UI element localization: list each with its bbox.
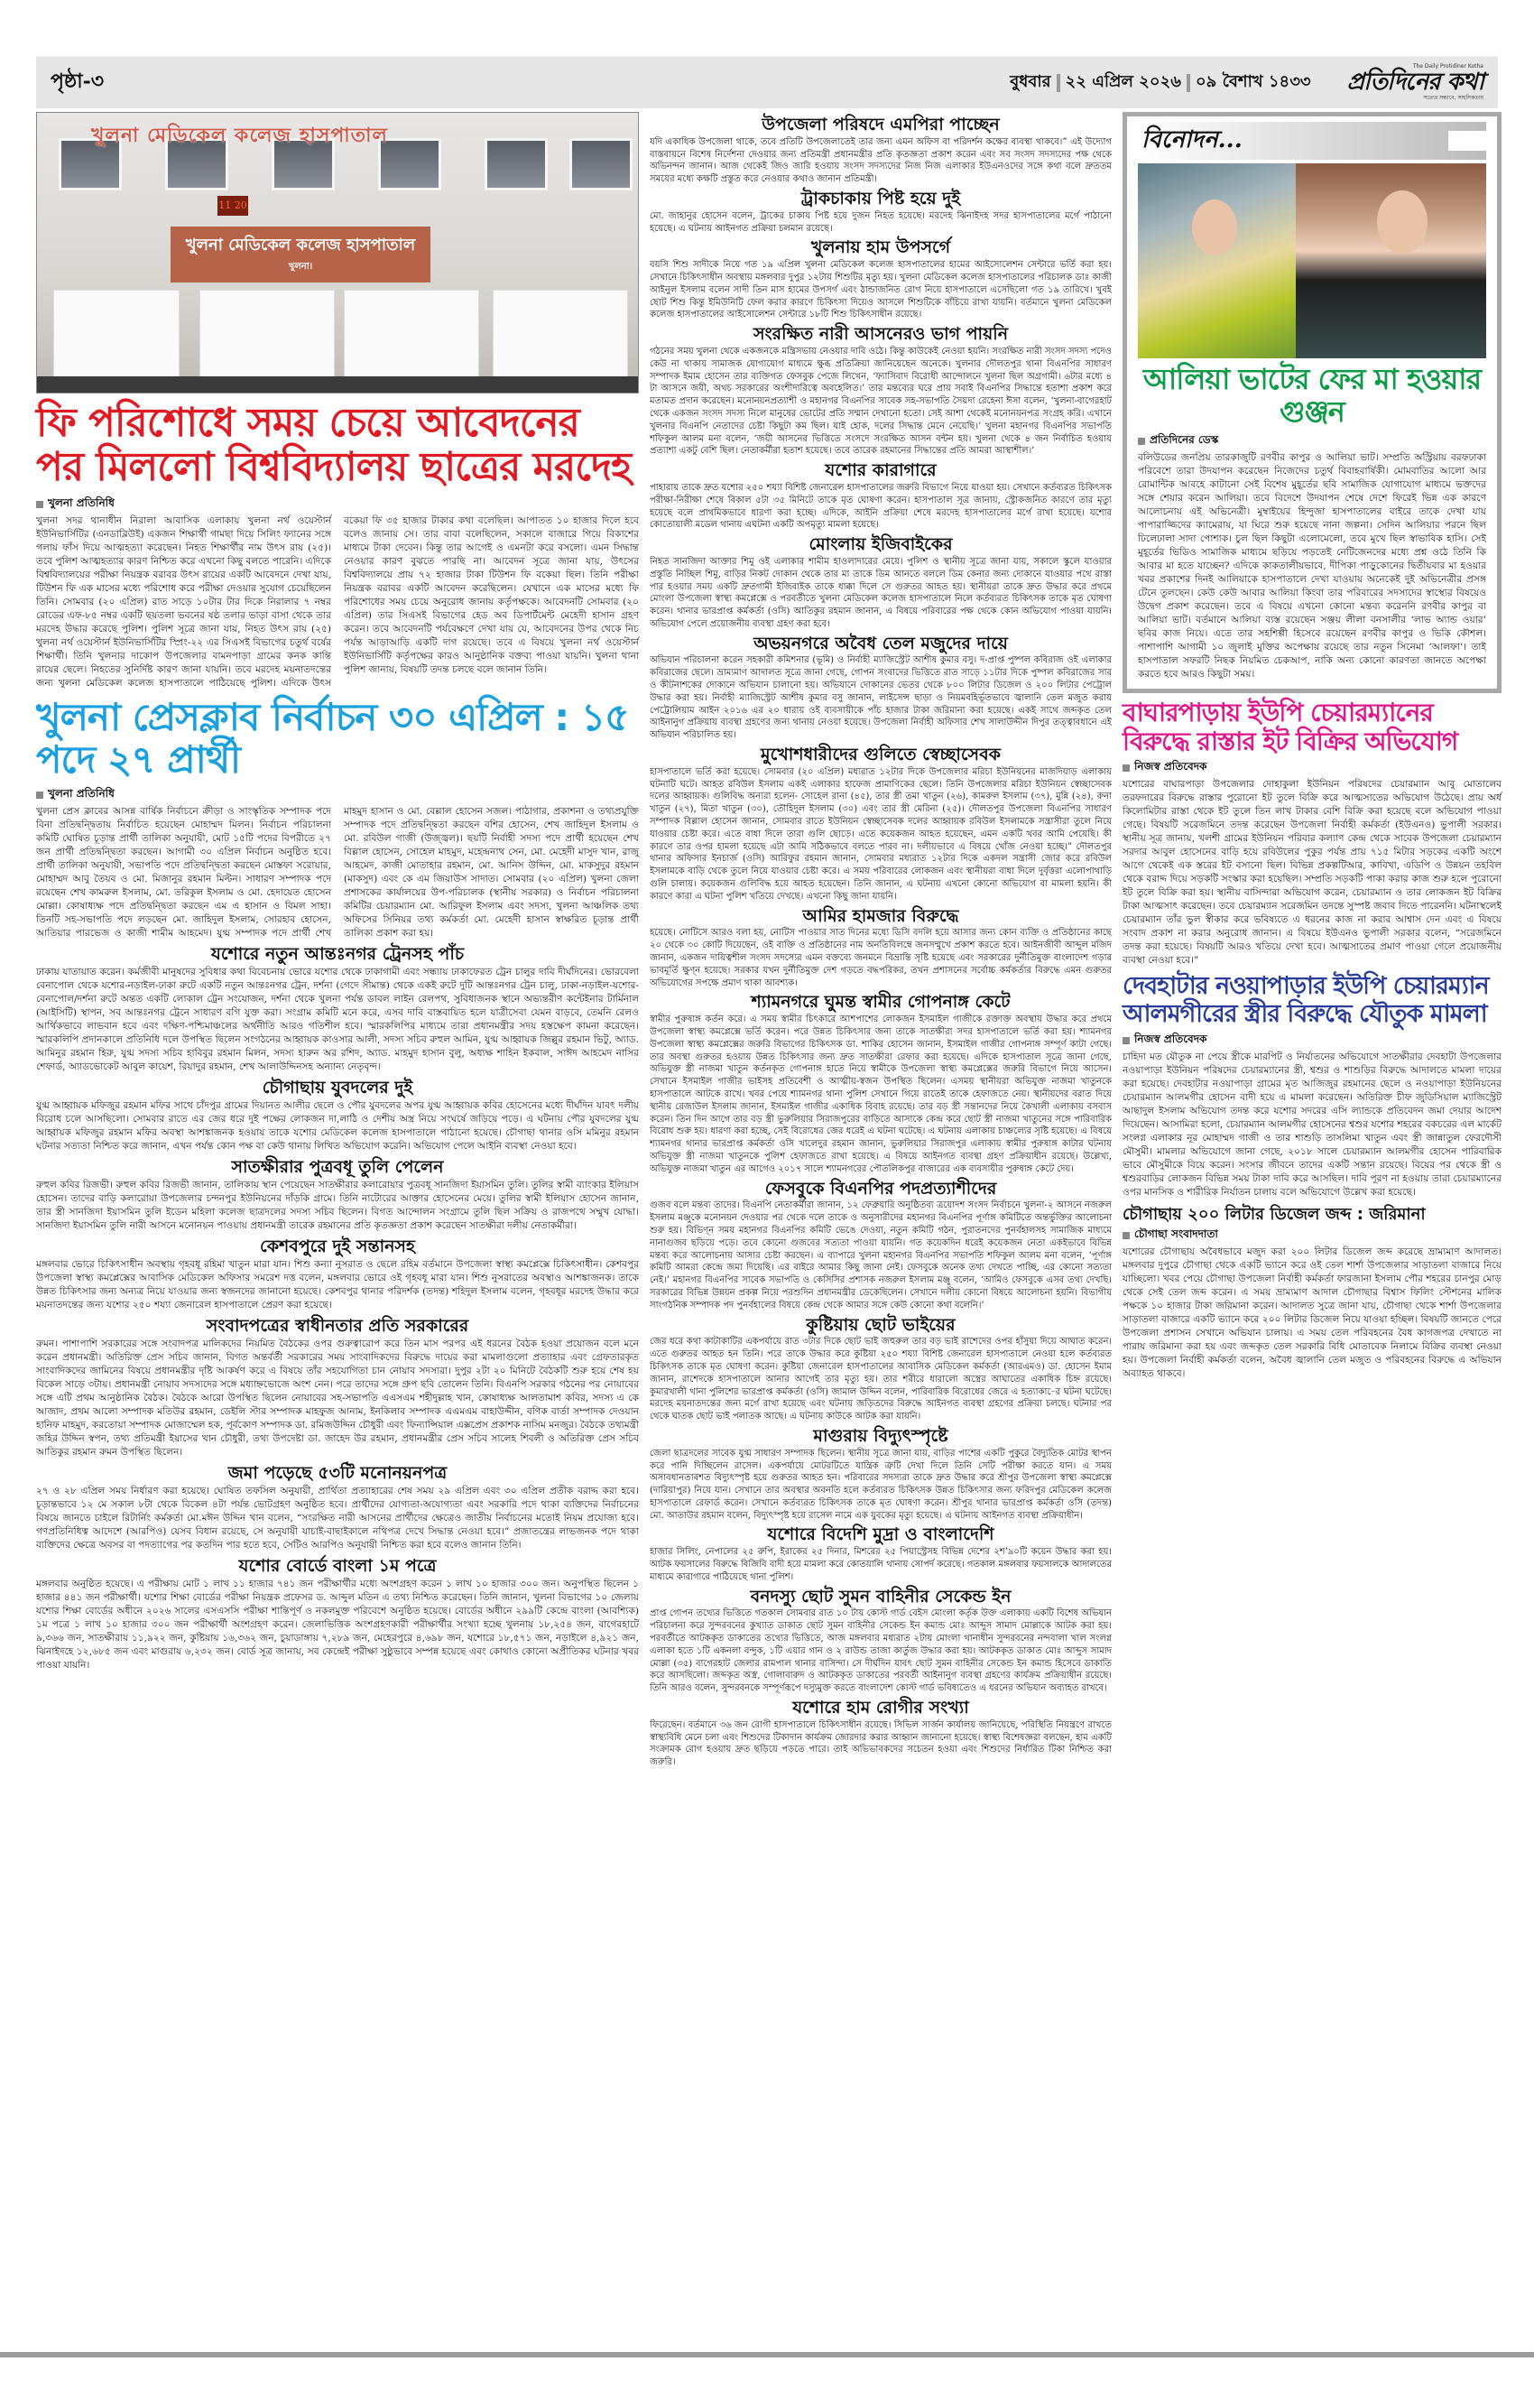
photo-shutter: [199, 290, 335, 378]
banner-blank-block: [1448, 131, 1486, 151]
byline-square-icon: [36, 501, 43, 508]
story-byline-text: নিজস্ব প্রতিবেদক: [1134, 1032, 1207, 1045]
story-body: যশোরের বাঘারপাড়া উপজেলার দোহাকুলা ইউনিয়ন পরিষদের চেয়ারম্যান আবু মোতালেব তরফদারের বিরুদ্ধে রাস্তার পুরোনো ইট তুলে বিক্রি করে আত্মসাতের অভিযোগ উঠেছে। প্রায় অর্ধ কিলোমিটার রাস্তা থেকে ইট তুলে তিন লাখ টাকার বেশি বিক্রি করা হয়েছে বলে অভিযোগ পাওয়া গেছে। বিষয়টি সরেজমিনে তদন্ত করেছেন উপজেলা নির্বাহী কর্মকর্তা (ইউএনও) ভুপালী সরকার। স্থানীয় সূত্র জানায়, খলশী গ্রামের ইউনিয়ন পরিবার কল্যাণ কেন্দ্র থেকে সাবেক উপজেলা চেয়ারম্যান সরদার আবুল হোসেনের বাড়ি হয়ে রবিউলের পুকুর পর্যন্ত প্রায় ৭১৫ মিটার সড়কের একটি অংশে আগে থেকেই এক স্তরের ইট বসানো ছিল। বিভিন্ন প্রকল্পটিআর, কাবিখা, এডিপি ও উন্নয়ন তহবিল থেকে বরাদ্দ দিয়ে সড়কটি সংস্কার করা হয়েছিল। সম্প্রতি সড়কটি পাকা করার কাজ শুরু হলে পুরোনো ইট তুলে বিক্রি করা হয়। স্থানীয় বাসিন্দারা অভিযোগ করেন, চেয়ারম্যান ও তার লোকজন ইট বিক্রির টাকা আত্মসাৎ করেছেন। তবে চেয়ারম্যান সরেজমিন তদন্তে সুস্পষ্ট জবাব দিতে পারেননি। ঘটনাস্থলেই চেয়ারম্যান তাঁর ভুল স্বীকার করে ভবিষ্যতে এ ধরনের কাজ না করার আশ্বাস দেন এবং এ বিষয়ে সংবাদ প্রকাশ না করার অনুরোধ জানান। এ বিষয়ে ইউএনও ভুপালী সরকার বলেন, “সরেজমিনে তদন্ত করা হয়েছে। বিষয়টি আরও খতিয়ে দেখা হবে। আত্মসাতের প্রমাণ পাওয়া গেলে প্রয়োজনীয় ব্যবস্থা নেওয়া হবে।”: [1123, 778, 1502, 967]
press-club-body: খুলনা প্রেস ক্লাবের আসন্ন বার্ষিক নির্বাচনে ক্রীড়া ও সাংস্কৃতিক সম্পাদক পদে বিনা প্রতিদ্বন্দ্বিতায় নির্বাচিত হয়েছেন মোহাম্মদ মিলন। নির্বাচন পরিচালনা কমিটি ঘোষিত চূড়ান্ত প্রার্থী তালিকা অনুযায়ী, মোট ১৫টি পদের বিপরীতে ২৭ জন প্রার্থী প্রতিদ্বন্দ্বিতা করছেন। আগামী ৩০ এপ্রিল নির্বাচন অনুষ্ঠিত হবে। প্রার্থী তালিকা অনুযায়ী, সভাপতি পদে প্রতিদ্বন্দ্বিতা করছেন মোস্তফা সরোয়ার, মোহাম্মদ আবু তৈয়ব ও মো. মিজানুর রহমান মিল্টন। সাধারণ সম্পাদক পদে রয়েছেন শেখ কামরুল ইসলাম, মো. তরিকুল ইসলাম ও মো. হেদায়েত হোসেন মোল্লা। কোষাধ্যক্ষ পদে প্রতিদ্বন্দ্বিতা করছেন এম এ হাসান ও বিমল সাহা। তিনটি সহ-সভাপতি পদে লড়ছেন মো. জাহিদুল ইসলাম, সোরহাব হোসেন, আতিয়ার পারভেজ ও কাজী শামীম আহমেদ। যুগ্ম সম্পাদক পদে প্রার্থী শেখ মাহমুদ হাসান ও মো. বেল্লাল হোসেন সজল। পাঠাগার, প্রকাশনা ও তথ্যপ্রযুক্তি সম্পাদক পদে প্রতিদ্বন্দ্বিতা করছেন বশির হোসেন, শেখ জাহিদুল ইসলাম ও মো. রবিউল গাজী (উজ্জ্বল)। ছয়টি নির্বাহী সদস্য পদে প্রার্থী হয়েছেন শেখ বিল্লাল হোসেন, সোহেল মাহমুদ, মহেন্দ্রনাথ সেন, মো. মেহেদী মাসুদ খান, রাজু আহমেদ, কাজী মোতাহার রহমান, মো. আনিস উদ্দিন, মো. মাকসুদুর রহমান (মাকসুদ) এবং কে এম জিয়াউস সাদাত। সোমবার (২০ এপ্রিল) খুলনা জেলা প্রশাসকের কার্যালয়ের উপ-পরিচালক (স্থানীয় সরকার) ও নির্বাচন পরিচালনা কমিটির চেয়ারম্যান মো. আরিফুল ইসলাম এবং সদস্য, খুলনা আঞ্চলিক তথ্য অফিসের সিনিয়র তথ্য কর্মকর্তা মো. মেহেদী হাসান স্বাক্ষরিত চূড়ান্ত প্রার্থী তালিকা প্রকাশ করা হয়।: [36, 806, 639, 940]
story-body: প্রাপ্ত গোপন তথ্যের ভিত্তিতে গতকাল সোমবার রাত ১০ টায় কোস্ট গার্ড বেইস মোংলা কর্তৃক উক্ত এলাকায় একটি বিশেষ অভিযান পরিচালনা করে সুন্দরবনের কুখ্যাত ডাকাত ছোট সুমন বাহিনীর সেকেন্ড ইন কমান্ড মোঃ আব্দুস সামাদ মোল্লাকে আটক করা হয়। পরবর্তীতে আটককৃত ডাকাতের তথ্যের ভিত্তিতে, আজ মঙ্গলবার মধ্যরাত ২টায় মোংলা থানাধীন সুন্দরবনের নন্দবালা খাল সংলগ্ন এলাকা হতে ১টি একনলা বন্দুক, ১টি এয়ার গান ও ২ রাউন্ড তাজা কার্তুজ উদ্ধার করা হয়। আটককৃত ডাকাত মোঃ আব্দুস সামাদ মোল্লা (৩৫) বাগেরহাট জেলার রামপাল থানার বাসিন্দা। সে দীর্ঘদিন যাবৎ ছোট সুমন বাহিনীর সেকেন্ড ইন কমান্ড হিসেবে ডাকাতি করে আসছিলো। জব্দকৃত অস্ত্র, গোলাবারুদ ও আটককৃত ডাকাতের পরবর্তী আইনানুগ ব্যবস্থা গ্রহণের কার্যক্রম প্রক্রিয়াধীন রয়েছে। তিনি আরও বলেন, সুন্দরবনকে সম্পূর্ণরূপে দস্যুমুক্ত করতে বাংলাদেশ কোস্ট গার্ড ভবিষ্যতেও এ ধরনের অভিযান অব্যাহত রাখবে।: [650, 1608, 1112, 1694]
story-body: বয়সি শিশু সাদীকে নিয়ে গত ১৯ এপ্রিল খুলনা মেডিকেল কলেজ হাসপাতালের হামের আইসোলেশন সেন্টারে ভর্তি করা হয়। সেখানে চিকিৎসাধীন অবস্থায় মঙ্গলবার দুপুর ১২টায় শিশুটির মৃত্যু হয়। খুলনা মেডিকেল কলেজ হাসপাতালের পরিচালক ডাঃ কাজী আইনুল ইসলাম বলেন সাদী তিন মাস হামের উপসর্গ এবং ঠান্ডাজনিত রোগ নিয়ে হাসপাতালে এসেছিলো গত ১৯ তারিখে। খুবই ছোট শিশু কিন্তু ইমিউনিটি ফেল করার কারণে চিকিৎসা দিয়েও আসলে শিশুটিকে বাঁচিয়ে রাখা যায়নি। বর্তমানে খুলনা মেডিকেল কলেজ হাসপাতালের আইসোলেশন সেন্টারে ১৮টি শিশু চিকিৎসাধীন রয়েছে।: [650, 260, 1112, 320]
entertainment-byline-text: প্রতিদিনের ডেস্ক: [1150, 432, 1219, 446]
bottom-rule-wrap: [0, 2352, 1534, 2357]
dateline-bangla-date: ০৯ বৈশাখ ১৪৩৩: [1195, 72, 1311, 91]
story-headline: মোংলায় ইজিবাইকের: [809, 534, 953, 555]
story-byline: [1123, 1227, 1502, 1245]
byline-square-icon: [1138, 438, 1145, 445]
story: [650, 745, 1112, 903]
story-body: ফিরেছেন। বর্তমানে ৩৬ জন রোগী হাসপাতালে চিকিৎসাধীন রয়েছে। সিভিল সার্জন কার্যালয় জানিয়েছে, পরিস্থিতি নিয়ন্ত্রণে রাখতে স্বাস্থ্যবিধি মেনে চলা এবং শিশুদের টিকাদান কার্যক্রম জোরদার করার আহ্বান জানানো হয়েছে। স্বাস্থ্য বিশেষজ্ঞরা বলছেন, হাম একটি সংক্রামক রোগ হওয়ায় দ্রুত ছড়িয়ে পড়তে পারে। তাই অভিভাবকদের সচেতন হওয়া এবং শিশুদের নির্ধারিত টিকা নিশ্চিত করা জরুরি।: [650, 1719, 1112, 1768]
story-body: পাহারায় তাকে দ্রুত যশোর ২৫০ শয্যা বিশিষ্ট জেনারেল হাসপাতালের জরুরি বিভাগে নিয়ে যাওয়া হয়। সেখানে কর্তব্যরত চিকিৎসক পরীক্ষা-নিরীক্ষা শেষে বিকাল ৫টা ৩৫ মিনিটে তাকে মৃত ঘোষণা করেন। হাসপাতাল সূত্র জানায়, স্ট্রোকজনিত কারণে তার মৃত্যু হয়েছে বলে প্রাথমিকভাবে ধারণা করা হচ্ছে। এদিকে, আইনি প্রক্রিয়া শেষে মরদেহ হাসপাতালের মর্গে রাখা হয়েছে। যশোর কোতোয়ালী মডেল থানায় এঘটনা একটি অপমৃত্যু মামলা হয়েছে।: [650, 482, 1112, 531]
story: [1123, 699, 1502, 968]
story-headline: খুলনায় হাম উপসর্গে: [810, 237, 951, 258]
story-headline: যশোরে হাম রোগীর সংখ্যা: [792, 1698, 969, 1718]
bottom-rule: [0, 2352, 1534, 2357]
photo-rooftop-sign: খুলনা মেডিকেল কলেজ হাসপাতাল: [91, 124, 388, 147]
right-column: [1123, 112, 1502, 1381]
story-byline-text: নিজস্ব প্রতিবেদক: [1134, 759, 1207, 773]
story: [650, 1698, 1112, 1769]
story: [650, 115, 1112, 186]
story-headline: কেশবপুরে দুই সন্তানসহ: [260, 1236, 415, 1257]
logo-english-name: The Daily Protidiner Kotha: [1412, 62, 1483, 69]
entertainment-headline: আলিয়া ভাটের ফের মা হওয়ার গুঞ্জন: [1142, 362, 1482, 429]
story: [1123, 1205, 1502, 1381]
right-story-list: [1123, 699, 1502, 1381]
dateline: [1010, 69, 1310, 97]
story-headline: চৌগাছায় ২০০ লিটার ডিজেল জব্দ : জরিমানা: [1123, 1205, 1426, 1225]
photo-window: [569, 138, 633, 190]
byline-square-icon: [1123, 1232, 1130, 1239]
entertainment-banner: [1138, 122, 1486, 160]
story-body: হয়েছে। নোটিসে আরও বলা হয়, নোটিস পাওয়ার সাত দিনের মধ্যে ডিসি বদলি হয়ে আসার জন্য কোন ব্যক্তি ও প্রতিষ্ঠানের কাছে ২০ থেকে ৩০ কোটি দিয়েছেন, ওই ব্যক্তি ও প্রতিষ্ঠানের নাম অনতিবিলম্বে জনসম্মুখে প্রকাশ করতে হবে। আইনজীবী আব্দুল মজিদ জানান, একজন দায়িত্বশীল সংসদ সদস্যের এমন বক্তব্যে জনমনে বিভ্রান্তি সৃষ্টি হয়েছে এবং সরকারের দুর্নীতিমুক্ত বাংলাদেশ গড়ার ভাবমূর্তি ক্ষুণ্ন হয়েছে। সরকার যখন দুর্নীতিমুক্ত দেশ গড়তে বদ্ধপরিকর, তখন প্রশাসনের সর্বোচ্চ কর্মকর্তার বিরুদ্ধে এমন গুরুতর অভিযোগের সপক্ষে প্রমাণ থাকা আবশ্যক।: [650, 928, 1112, 988]
story-headline: মাগুরায় বিদ্যুৎস্পৃষ্টে: [813, 1425, 948, 1446]
story-body: ঢাকায় যাতায়াত করেন। কর্মজীবী মানুষদের সুবিধার কথা বিবেচনায় ভোরে যশোর থেকে ঢাকাগামী এবং সন্ধ্যায় ঢাকাফেরত ট্রেন চালুর দাবি দীর্ঘদিনের। ভোরবেলা বেনাপোল থেকে যশোর-নড়াইল-ঢাকা রুটে একটি নতুন আন্তঃনগর ট্রেন, দর্শনা (গেদে সীমান্ত) থেকে একই রুটে দুটি আন্তঃনগর ট্রেন চালু, ঢাকা-নড়াইল-যশোর-বেনাপোল/দর্শনা রুটে অন্তত একটি লোকাল ট্রেন সংযোজন, দর্শনা থেকে খুলনা পর্যন্ত ডাবল লাইন রেলপথ, সুবিধাজনক স্থানে অভ্যন্তরীণ কন্টেইনার টার্মিনাল (আইসিটি) স্থাপন, সব আন্তঃনগর ট্রেনে সাধারণ বগি যুক্ত করা। সংগ্রাম কমিটি মনে করে, এসব দাবি বাস্তবায়িত হলে যাত্রীসেবা যেমন বাড়বে, তেমনি রেলও আর্থিকভাবে লাভবান হবে এবং দক্ষিণ-পশ্চিমাঞ্চলের অর্থনীতি আরও গতিশীল হবে। স্মারকলিপির মাধ্যমে তারা প্রধানমন্ত্রীর সদয় হস্তক্ষেপ কামনা করেছেন। স্মারকলিপি প্রদানকালে প্রতিনিধি দলে উপস্থিত ছিলেন সংগঠনের আহ্বায়ক কাওসার আলী, সদস্য সচিব রুহুল আমিন, যুগ্ম আহ্বায়ক জিল্লুর রহমান ভিটু, অ্যাড. আমিনুর রহমান হিরু, যুগ্ম সদস্য সচিব হাবিবুর রহমান মিলন, সদস্য হারুন অর রশিদ, অ্যাড. মাহমুদ হাসান বুলু, অধ্যক্ষ শাহিন ইকবাল, সাঈদ আহমেদ নাসির শেফার্ড, অ্যাডভোকেট আবুল কায়েশ, রিয়াদুর রহমান, শেখ আলাউদ্দিনসহ অন্যান্য নেতৃবৃন্দ।: [36, 967, 639, 1073]
byline-square-icon: [1123, 1037, 1130, 1044]
story-body: ২৭ ও ২৮ এপ্রিল সময় নির্ধারণ করা হয়েছে। ঘোষিত তফসিল অনুযায়ী, প্রার্থিতা প্রত্যাহারের শেষ সময় ২৯ এপ্রিল এবং ৩০ এপ্রিল প্রতীক বরাদ্দ করা হবে। চূড়ান্তভাবে ১২ মে সকাল ৮টা থেকে বিকেল ৪টা পর্যন্ত ভোটগ্রহণ অনুষ্ঠিত হবে। প্রার্থীদের যোগ্যতা-অযোগ্যতা এবং সরকারি পদে থাকা ব্যক্তিদের নির্বাচনের বিষয়ে জানতে চাইলে রিটার্নিং কর্মকর্তা মো.মঈন উদ্দিন খান বলেন, “সংরক্ষিত নারী আসনের প্রার্থীদের ক্ষেত্রেও জাতীয় নির্বাচনের মতোই নিয়ম প্রযোজ্য হবে। গণপ্রতিনিধিত্ব আদেশে (আরপিও) যেসব বিধান রয়েছে, সে অনুযায়ী যাচাই-বাছাইকালে নথিপত্র দেখে সিদ্ধান্ত নেওয়া হবে।” প্রজাতন্ত্রের লাভজনক পদে থাকা ব্যক্তিদের ক্ষেত্রে অবসর বা পদত্যাগের পর কতদিন পার হতে হবে, সেটিও আরপিও অনুযায়ী নিশ্চিত করা হবে বলেও জানান তিনি।: [36, 1486, 639, 1551]
story-body: জেলা ছাত্রদলের সাবেক যুগ্ম সাধারণ সম্পাদক ছিলেন। স্থানীয় সূত্রে জানা যায়, বাড়ির পাশের একটি পুকুরে বৈদ্যুতিক মোটর স্থাপন করে পানি দিচ্ছিলেন রাসেল। একপর্যায়ে মোটরটিতে যান্ত্রিক ত্রুটি দেখা দিলে তিনি সেটি পরীক্ষা করতে যান। এ সময় অসাবধানতাবশত বিদ্যুৎস্পৃষ্ট হয়ে গুরুতর আহত হন। পরিবারের সদস্যরা তাকে দ্রুত উদ্ধার করে শ্রীপুর উপজেলা স্বাস্থ্য কমপ্লেক্সে (দারিয়াপুর) নিয়ে যান। সেখানে তার অবস্থার অবনতি হলে কর্তব্যরত চিকিৎসক উন্নত চিকিৎসার জন্য ফরিদপুর মেডিকেল কলেজ হাসপাতালে রেফার্ড করেন। সেখানে কর্তব্যরত চিকিৎসক তাকে মৃত ঘোষণা করেন। শ্রীপুর থানার ভারপ্রাপ্ত কর্মকর্তা ওসি (তদন্ত) মো. আতাউর রহমান বলেন, বিদ্যুৎস্পৃষ্ট হয়ে রাসেল নামে এক যুবকের মৃত্যু হয়েছে। এ ঘটনায় আইনগত ব্যবস্থা প্রক্রিয়াধীন।: [650, 1448, 1112, 1521]
story-body: মঙ্গলবার অনুষ্ঠিত হয়েছে। এ পরীক্ষায় মোট ১ লাখ ১১ হাজার ৭৪১ জন পরীক্ষার্থীর মধ্যে অংশগ্রহণ করেন ১ লাখ ১০ হাজার ৩০০ জন। অনুপস্থিত ছিলেন ১ হাজার ৪৪১ জন পরীক্ষার্থী। যশোর শিক্ষা বোর্ডের পরীক্ষা নিয়ন্ত্রক প্রফেসর ড. আব্দুল মতিন এ তথ্য নিশ্চিত করেছেন। তিনি জানান, খুলনা বিভাগের ১০ জেলায় যশোর শিক্ষা বোর্ডের অধীনে ২০২৬ সালের এসএসসি পরীক্ষা শান্তিপূর্ণ ও নকলমুক্ত পরিবেশে অনুষ্ঠিত হয়েছে। বোর্ডের অধীনে ২৯৯টি কেন্দ্রে বাংলা (আবশ্যিক) ১ম পত্রে ১ লাখ ১০ হাজার ৩০০ জন পরীক্ষার্থী অংশগ্রহণ করেন। জেলাভিত্তিক অংশগ্রহণকারী পরীক্ষার্থীর সংখ্যা হচ্ছে খুলনায় ১৮,২৫৪ জন, বাগেরহাটে ৯,৩৬৬ জন, সাতক্ষীরায় ১১,৯২২ জন, কুষ্টিয়ায় ১৬,৩৬২ জন, চুয়াডাঙ্গায় ৭,২৮৯ জন, মেহেরপুরে ৪,৬৯৮ জন, যশোরে ১৮,৫৭১ জন, নড়াইলে ৪,৯২১ জন, ঝিনাইদহে ১২,৬৮৫ জন এবং মাগুরায় ৬,২৩২ জন। বোর্ড সূত্র জানায়, সব কেন্দ্রেই পরীক্ষা সুষ্ঠুভাবে সম্পন্ন হয়েছে এবং কোথাও কোনো অপ্রীতিকর ঘটনার খবর পাওয়া যায়নি।: [36, 1578, 639, 1672]
byline-square-icon: [36, 792, 43, 799]
story-body: মো. জাহানুর হোসেন বলেন, ট্রাকের চাকায় পিষ্ট হয়ে দুজন নিহত হয়েছে। মরদেহ ঝিনাইদহ সদর হাসপাতালের মর্গে পাঠানো হয়েছে। এ ঘটনায় আইনগত প্রক্রিয়া চলমান রয়েছে।: [650, 210, 1112, 234]
story-headline: যশোর কারাগারে: [825, 460, 937, 481]
page-header: [36, 56, 1498, 108]
story: [650, 324, 1112, 458]
signboard-subtext: খুলনা।: [288, 262, 313, 272]
story: [650, 237, 1112, 321]
story-body: যদি একাধিক উপজেলা থাকে, তবে প্রতিটি উপজেলাতেই তার জন্য এমন অফিস বা পরিদর্শন কক্ষের ব্যবস্থা থাকবে।” এই উদ্যোগ বাস্তবায়নে বিশেষ নির্দেশনা দেওয়ার জন্য প্রতিমন্ত্রী প্রধানমন্ত্রীর প্রতি কৃতজ্ঞতা প্রকাশ করেন এবং সব সংসদ সদস্যদের পক্ষ থেকে অভিনন্দন জানান। আজ থেকেই জিও জারি হওয়ায় সংসদ সদস্যদের নিজ নিজ এলাকার ইউএনওদের সঙ্গে কথা বলে দ্রুততম সময়ের মধ্যে কক্ষটি প্রস্তুত করে নেওয়ার কথাও জানান প্রতিমন্ত্রী।: [650, 136, 1112, 185]
story-headline: সংরক্ষিত নারী আসনেরও ভাগ পায়নি: [753, 324, 1009, 345]
story: [650, 1179, 1112, 1312]
actress-photo-left: [1138, 163, 1296, 358]
story-headline: সংবাদপত্রের স্বাধীনতার প্রতি সরকারের: [206, 1316, 469, 1337]
story-body: নিহত সানজিদা আক্তার শিমু ওই এলাকার শামীম হাওলাদারের মেয়ে। পুলিশ ও স্থানীয় সূত্রে জানা যায়, সকালে স্কুলে যাওয়ার প্রস্তুতি নিচ্ছিল শিমু, বাড়ির নিকট দোকান থেকে তার মা তাকে ডিম আনতে বললে ডিম কেনার জন্য দোকানে যাওয়ার পথে রাস্তা পার হওয়ার সময় একটি দ্রুতগামী ইজিবাইক তাকে ধাক্কা দিলে সে গুরুতর আহত হয়। স্থানীয়রা তাকে দ্রুত উদ্ধার করে প্রথমে মোংলা উপজেলা স্বাস্থ্য কমপ্লেক্সে ও পরবর্তীতে খুলনা মেডিকেল কলেজ হাসপাতালে নিলে কর্তব্যরত চিকিৎসক তাকে মৃত ঘোষণা করেন। থানার ভারপ্রাপ্ত কর্মকর্তা (ওসি) আতিকুর রহমান জানান, এ বিষয়ে পরিবারের পক্ষ থেকে কোন অভিযোগ পাওয়া যায়নি। অভিযোগ পেলে প্রয়োজনীয় ব্যবস্থা গ্রহণ করা হবে।: [650, 556, 1112, 629]
story: [650, 1315, 1112, 1423]
story: [650, 1587, 1112, 1695]
signboard-text: খুলনা মেডিকেল কলেজ হাসপাতাল: [185, 236, 416, 255]
photo-face: [1377, 190, 1428, 254]
story-byline-text: চৌগাছা সংবাদদাতা: [1134, 1227, 1218, 1240]
story-body: স্বামীর পুরুষাঙ্গ কর্তন করে। এ সময় স্বামীর চিৎকারে আশপাশের লোকজন ইসমাইল গাজীকে রক্তাক্ত অবস্থায় উদ্ধার করে প্রথমে উপজেলা স্বাস্থ্য কমপ্লেক্সে ভর্তি করেন। পরে উন্নত চিকিৎসার জন্য তাকে সাতক্ষীরা সদর হাসপাতালে ভর্তি করা হয়। শ্যামনগর উপজেলা স্বাস্থ্য কমপ্লেক্সের জরুরি বিভাগের চিকিৎসক ডা. শাকির হোসেন জানান, ইসমাইল গাজীর গোপনাঙ্গ সম্পূর্ণ কাটা গেছে। তার অবস্থা গুরুতর হওয়ায় উন্নত চিকিৎসার জন্য দ্রুত সাতক্ষীরা রেফার করা হয়েছে। এদিকে হাসপাতাল সূত্রে জানা গেছে, অভিযুক্ত স্ত্রী নাজমা খাতুন কর্তনকৃত গোপনাঙ্গ হাতে নিয়ে স্বামীকে উপজেলা স্বাস্থ্য কমপ্লেক্সের জরুরি বিভাগে নিয়ে আসেন। সেখানে ইসমাইল গাজীর ভাইসহ প্রতিবেশী ও আত্মীয়-স্বজন উপস্থিত ছিলেন। এসময় স্থানীয়রা অভিযুক্ত নাজমা খাতুনকে হাসপাতালে আটকে রাখে। খবর পেয়ে শ্যামনগর থানা পুলিশ সেখানে গিয়ে রাতেই তাকে হেফাজতে নেয়। স্থানীয়দের বরাত দিয়ে স্থানীয় রেজাউল ইসলাম জানান, ইসমাইল গাজীর একাধিক বিবাহ রয়েছে। তার বড় স্ত্রী সন্তানদের নিয়ে কৈখালী এলাকায় বসবাস করেন। তিন দিন আগে তার বড় স্ত্রী ভুরুলিয়ার সিরাজপুরের বাড়িতে আসাকে কেন্দ্র করে ছোট স্ত্রী নাজমা খাতুনের সঙ্গে পারিবারিক বিরোধ শুরু হয়। ধারণা করা হচ্ছে, সেই বিরোধের জের ধরেই এ ঘটনা ঘটেছে। এ ঘটনায় এলাকায় চাঞ্চল্যের সৃষ্টি হয়েছে। এ বিষয়ে শ্যামনগর থানার ভারপ্রাপ্ত কর্মকর্তা ওসি খালেদুর রহমান জানান, ভুরুলিয়ার সিরাজপুর এলাকায় স্বামীর পুরুষাঙ্গ কাটার ঘটনায় অভিযুক্ত স্ত্রী নাজমা খাতুনকে পুলিশ হেফাজতে রাখা হয়েছে। এ বিষয়ে আইনগত ব্যবস্থা গ্রহণ প্রক্রিয়াধীন রয়েছে। উল্লেখ্য, অভিযুক্ত নাজমা খাতুন এর আগেও ২০১৭ সালে শ্যামনগরের পৌতলিকপুর বাজারের এক ব্যবসায়ীর পুরুষাঙ্গ কেটে দেয়।: [650, 1014, 1112, 1174]
left-column: [36, 112, 639, 1672]
story-body: গুজব বলে মন্তব্য তাদের। বিএনপি নেতাকর্মীরা জানান, ১২ ফেব্রুয়ারি অনুষ্ঠিতব্য ত্রয়োদশ সংসদ নির্বাচনে খুলনা-২ আসনে নজরুল ইসলাম মঞ্জুকে মনোনয়ন দেওয়ার পর থেকে দলে তাকে ও অনুসারীদের মহানগর বিএনপির পূর্ণাঙ্গ কমিটিতে অন্তর্ভুক্তির আলোচনা শুরু হয়। বিভিণ্ন সময় মহানগর বিএনপির কমিটি ভেঙে দেওয়া, নতুন কমিটি গঠন, পুরাতনদের পুনর্বহালসহ সামাজিক মাধ্যমে নানাগুজব ছড়িয়ে পড়ে। তবে কোনো গুজবের সত্যতা পাওয়া যায়নি। গত কয়েকদিন ধরেই কয়েকজন নেতা একইভাবে বিভিন্ন মন্তব্য করে আলোচনায় আসার চেষ্টা করছেন। এ ব্যাপারে খুলনা মহানগর বিএনপির সভাপতি শফিকুল আলম মনা বলেন, ‘পূর্ণাঙ্গ কমিটি আমরা কেন্দ্রে জমা দিয়েছি। এর বাইরে আমার কিছু জানা নেই। ফেসবুকে অনেক তথ্য দেখতে পাচ্ছি, এর কোনো সত্যতা নেই।’ মহানগর বিএনপির সাবেক সভাপতি ও কেসিসির প্রশাসক নজরুল ইসলাম মঞ্জু বলেন, ‘আমিও ফেসবুকে এসব তথ্য দেখছি। সরকারের বিভিন্ন উন্নয়ন প্রকল্প নিয়ে পরশুদিন প্রধানমন্ত্রীর ডেকেছিলেন। সেখানে দলীয় কোনো বিষয়ে আলোচনা হয়নি। বিভাগীয় সাংগঠনিক সম্পাদক পদ পুনর্বহালের বিষয়ে কেন্দ্র থেকে আমার সঙ্গে কেউ কোনো কথা বলেনি।’: [650, 1200, 1112, 1311]
story-headline: মুখোশধারীদের গুলিতে স্বেচ্ছাসেবক: [761, 745, 1001, 765]
lead-headline: ফি পরিশোধে সময় চেয়ে আবেদনের পর মিললো বিশ্ববিদ্যালয় ছাত্রের মরদেহ: [36, 400, 632, 491]
story-headline: চৌগাছায় যুবদলের দুই: [262, 1078, 413, 1098]
story-byline: [1123, 759, 1502, 777]
story-headline: জমা পড়েছে ৫৩টি মনোনয়নপত্র: [227, 1463, 448, 1484]
entertainment-byline: [1138, 432, 1486, 450]
story: [36, 1236, 639, 1312]
photo-base: [37, 376, 638, 393]
newspaper-logo: [1347, 64, 1483, 102]
story-headline: যশোরে বিদেশি মুদ্রা ও বাংলাদেশি: [767, 1524, 994, 1545]
story: [1123, 973, 1502, 1199]
story-headline: অভয়নগরে অবৈধ তেল মজুদের দায়ে: [753, 633, 1008, 653]
story-headline: কুষ্টিয়ায় ছোট ভাইয়ের: [806, 1314, 956, 1335]
story-headline: যশোর বোর্ডে বাংলা ১ম পত্রে: [238, 1556, 437, 1577]
story: [650, 634, 1112, 742]
entertainment-box: [1123, 112, 1502, 693]
story-headline: দেবহাটার নওয়াপাড়ার ইউপি চেয়ারম্যান আলমগীরের স্ত্রীর বিরুদ্ধে যৌতুক মামলা: [1123, 972, 1489, 1028]
press-club-byline-text: খুলনা প্রতিনিধি: [48, 787, 115, 800]
page-number: পৃষ্ঠা-৩: [51, 69, 105, 93]
actress-photo-right: [1296, 163, 1486, 358]
entertainment-body: বলিউডের জনপ্রিয় তারকাজুটি রণবীর কাপুর ও আলিয়া ভাট। সম্প্রতি অস্ট্রিয়ায় বরফঢাকা পরিবেশে তারা উদযাপন করেছেন নিজেদের চতুর্থ বিবাহবার্ষিকী। মোমবাতির আলো আর রোমান্টিক আবহে কাটানো সেই বিশেষ মুহূর্তের ছবি সামাজিক যোগাযোগ মাধ্যমে ভক্তদের সঙ্গে শেয়ার করেন আলিয়া। তবে বিদেশে উদযাপন শেষে দেশে ফিরেই ভিন্ন এক কারণে আলোচনায় এই অভিনেত্রী। মুম্বাইয়ের হিন্দুজা হাসপাতালের বাইরে তাকে দেখা যায় পাপারাজ্জিদের ক্যামেরায়, যা ঘিরে শুরু হয়েছে নানা জল্পনা। সেদিন আলিয়ার পরনে ছিল ঢিলেঢালা সাদা পোশাক। চুল ছিল কিছুটা এলোমেলো, তবে মুখে ছিল স্বাভাবিক হাসি। সেই মুহূর্তের ভিডিও সামাজিক মাধ্যমে ছড়িয়ে পড়তেই নেটিজেনদের মধ্যে প্রশ্ন ওঠে তিনি কি আবার মা হতে যাচ্ছেন? এদিকে কাকতালীয়ভাবে, দীপিকা পাড়ুকোনের দ্বিতীয়বার মা হওয়ার খবর প্রকাশের দিনই আলিয়াকে হাসপাতালে দেখা যাওয়ায় অনেকেই দুই অভিনেত্রীর প্রসঙ্গ টেনে তুলছেন। কেউ কেউ আবার আলিয়া কিংবা তার পরিবারের সদস্যদের স্বাস্থ্যের বিষয়েও উদ্বেগ প্রকাশ করেছেন। তবে এ বিষয়ে এখনো কোনো মন্তব্য করেননি রণবীর কাপুর বা আলিয়া ভাট। বর্তমানে আলিয়া ব্যস্ত রয়েছেন সঞ্জয় লীলা বনসালীর ‘লাভ অ্যান্ড ওয়ার’ ছবির কাজ নিয়ে। এতে তার সহশিল্পী হিসেবে রয়েছেন রণবীর কাপুর ও ভিকি কৌশল। পাশাপাশি আগামী ১০ জুলাই মুক্তির অপেক্ষায় রয়েছে তার নতুন সিনেমা ‘আলফা’। তাই হাসপাতাল সফরটি নিছক নিয়মিত চেকআপ, নাকি অন্য কোনো কারণতা জানতে অপেক্ষা করতে হবে আরও কিছুটা সময়।: [1138, 451, 1486, 681]
story-body: জের ধরে কথা কাটাকাটির একপর্যায়ে রাত ৩টার দিকে ছোট ভাই জহুরুল তার বড় ভাই রাশেদের ওপর হাঁসুয়া দিয়ে আঘাত করেন। এতে গুরুতর আহত হন তিনি। পরে তাকে উদ্ধার করে কুষ্টিয়া ২৫০ শয্যা বিশিষ্ট জেনারেল হাসপাতালে নেওয়া হলে কর্তব্যরত চিকিৎসক তাকে মৃত ঘোষণা করেন। কুষ্টিয়া জেনারেল হাসপাতালের আবাসিক মেডিকেল কর্মকর্তা (আরএমও) ডা. হোসেন ইমাম জানান, রাশেদকে হাসপাতালে আনার আগেই তার মৃত্যু হয়। তার শরীরে ধারালো অস্ত্রের আঘাতের একাধিক চিহ্ন রয়েছে। কুমারখালী থানা পুলিশের ভারপ্রাপ্ত কর্মকর্তা (ওসি) জামাল উদ্দিন বলেন, পারিবারিক বিরোধের জেরে এ হত্যাকা-ের ঘটনা ঘটেছে। মরদেহ ময়নাতদন্তের জন্য মর্গে রাখা হয়েছে এবং ঘটনায় জড়িতদের বিরুদ্ধে আইনগত ব্যবস্থা গ্রহণের প্রক্রিয়া চলছে। ঘটনার পর থেকে ঘাতক ছোট ভাই পলাতক আছে। এ ঘটনায় কাউকে আটক করা যায়নি।: [650, 1337, 1112, 1422]
photo-shutter: [344, 290, 479, 378]
story: [650, 189, 1112, 235]
story: [650, 906, 1112, 990]
story-byline: [1123, 1032, 1502, 1050]
story-body: হাজার সিলিং, নেপালের ২৫ রুপি, ইরাকের ২৫ দিনার, মিশরের ২৫ পিয়াস্ট্রেসহ বিভিন্ন দেশের ২শ’৯০টি কয়েন উদ্ধার করা হয়। আটক ফয়সালের বিরুদ্ধে বিজিবি বাদী হয়ে মামলা করে কোতয়ালি থানায় সোপর্দ করেছে। গতকাল মঙ্গলবার ফয়সালকে আদালতের মাধ্যমে কারাগারে পাঠিয়েছে থানা পুলিশ।: [650, 1547, 1112, 1582]
byline-square-icon: [1123, 764, 1130, 772]
entertainment-photos: [1138, 163, 1486, 358]
logo-wordmark: প্রতিদিনের কথা: [1346, 69, 1483, 97]
photo-face: [1192, 199, 1237, 255]
lead-body: খুলনা সদর থানাধীন নিরালা আবাসিক এলাকায় খুলনা নর্থ ওয়েস্টার্ন ইউনিভার্সিটির (এনডাব্লিউই) একজন শিক্ষার্থী গামছা দিয়ে সিলিং ফ্যানের সঙ্গে গলায় ফাঁস দিয়ে আত্মহত্যা করেছেন। নিহত শিক্ষার্থীর নাম উৎস রায় (২৫)। তবে পুলিশ আত্মহত্যার কারণ নিশ্চিত করে এখনো কিছু বলতে পারেনি। এদিকে বিশ্ববিদ্যালয়ের পরীক্ষা নিয়ন্ত্রক বরাবর উৎস রায়ের একটি আবেদনে দেখা যায়, টিউশন ফি এক মাসের মধ্যে পরিশোধ করে পরীক্ষা দেওয়ার সুযোগ চেয়েছিলেন তিনি। সোমবার (২০ এপ্রিল) রাত সাড়ে ১০টার টার দিকে নিরালার ৭ নম্বর রোডের এফ-৮৫ নম্বর একটি ছয়তলা ভবনের ষষ্ঠ তলার ভাড়া বাসা থেকে তার মরদেহ উদ্ধার করেছে পুলিশ। পুলিশ সূত্রে জানা যায়, নিহত উৎস রায় (২৫) খুলনা নর্থ ওয়েস্টার্ন ইউনিভার্সিটির স্প্রিং-২২ এর সিএসই বিভাগের চতুর্থ বর্ষের শিক্ষার্থী। তিনি খুলনার দাকোপ উপজেলার বামনপাড়া গ্রামের কনক কান্তি রায়ের ছেলে। নিহতের সুনির্দিষ্ট কারণ জানা যায়নি। তবে মরদেহ ময়নাতদন্তের জন্য খুলনা মেডিকেল কলেজ হাসপাতালে পাঠিয়েছে পুলিশ। এদিকে উৎস বকেয়া ফি ৩৫ হাজার টাকার কথা বলেছিল। আপাতত ১০ হাজার দিলে হবে বলেও জানায় সে। তার বাবা বলেছিলেন, সকালে বাজারে গিয়ে বিকাশের মাধ্যমে টাকা দেবেন। কিন্তু তার আগেই ও এমনটা করে বসলো। এমন সিদ্ধান্ত নেওয়ার কারণ বুঝতে পারছি না। আবেদন সূত্রে জানা যায়, উৎসের বিশ্ববিদ্যালয়ে প্রায় ৭২ হাজার টাকা টিউশন ফি বকেয়া ছিল। তিনি পরীক্ষা নিয়ন্ত্রক বরাবর একটি আবেদন করেছিলেন। যেখানে এক মাসের মধ্যে ফি পরিশোধের সময় চেয়ে অনুরোধ জানায় কর্তৃপক্ষকে। আবেদনটি সোমবার (২০ এপ্রিল) তার সিএসই বিভাগের হেড অব ডিপার্টমেন্ট মেহেদী হাসান গ্রহণ করেন। তবে আবেদনটি পর্যবেক্ষণে দেখা যায় যে, আবেদনের উপর থেকে নিচ পর্যন্ত আড়াআড়ি একটি দাগ রয়েছে। তবে এ বিষয়ে খুলনা নর্থ ওয়েস্টার্ন ইউনিভার্সিটি কর্তৃপক্ষের কারও আনুষ্ঠানিক বক্তব্য পাওয়া যায়নি। খুলনা থানা পুলিশ জানায়, বিষয়টি তদন্ত চলছে বলে জানান তিনি।: [36, 514, 639, 689]
lead-byline: [36, 495, 639, 514]
story: [36, 1157, 639, 1233]
dateline-english-date: ২২ এপ্রিল ২০২৬: [1065, 72, 1181, 91]
middle-column: [650, 112, 1112, 1769]
story: [36, 1078, 639, 1153]
story-body: রুহুল কবির রিজভী। রুহুল কবির রিজভী জানান, তালিকায় স্থান পেয়েছেন সাতক্ষীরার কলারোয়ার পুত্রবধূ সানজিদা ইয়াসমিন তুলি। তুলির স্বামী ব্যাংকার ইলিয়াস হোসেন। তাদের বাড়ি কলারোয়া উপজেলার চন্দনপুর ইউনিয়নের দাঁড়কি গ্রামে। তিনি নাটোরের আক্তার হোসেনের মেয়ে। তুলির স্বামী ইলিয়াস হোসেন জানান, তার স্ত্রী সানজিদা ইয়াসমিন তুলি ইডেন মহিলা কলেজ ছাত্রদলের সদস্য সচিব ছিলেন। বিগত আন্দোলন সংগ্রামে তুলি ছিল সক্রিয় ও রাজপথে সম্মুখ যোদ্ধা। সানজিদা ইয়াসমিন তুলি নারী আসনে মনোনয়ন পাওয়ায় প্রধানমন্ত্রী তারেক রহমানের প্রতি কৃতজ্ঞতা প্রকাশ করেছেন সাতক্ষীরা দলীয় নেতাকর্মীরা।: [36, 1180, 639, 1232]
story: [650, 1426, 1112, 1523]
hospital-photo: [36, 112, 639, 394]
story-body: চাহিদা মত যৌতুক না পেয়ে স্ত্রীকে মারপিট ও নির্যাতনের অভিযোগে সাতক্ষীরার দেবহাটা উপজেলার নওয়াপাড়া ইউনিয়ন পরিষদের চেয়ারম্যানের স্ত্রী, শ্বশুর ও শাশুড়ির বিরুদ্ধে আদালতে মামলা দায়ের করা হয়েছে। দেবহাটার নওয়াপাড়া গ্রামের মৃত আজিজুর রহমানের ছেলে ও নওয়াপাড়া ইউনিয়নের চেয়ারম্যান আলমগীর হোসেন বাদী হয়ে এ মামলা করেছেন। অতিরিক্ত চীফ জুডিসিয়াল ম্যাজিস্ট্রেট আছাদুল ইসলাম অভিযোগ তদন্ত করে যশোর সদরের এসি ল্যান্ডকে প্রতিবেদন জমা দেয়ার আদেশ দিয়েছেন। আসামিরা হলো, চেয়ারম্যান আলমগীর হোসেনের শ্বশুর যশোর শহরের বকচরের এল মার্কেট সংলগ্ন এলাকার নূর মোহাম্মদ গাজী ও তার শাশুড়ি তাসলিমা খাতুন এবং স্ত্রী জান্নাতুল ফেরদৌসী মৌসুমী। মামলার অভিযোগে জানা গেছে, ২০১৮ সালে চেয়ারম্যান আলমগীর হোসেন পারিবারিক ভাবে মৌসুমীকে বিয়ে করেন। সংসার জীবনে তাদের একটি সন্তান রয়েছে। বিয়ের পর থেকে স্ত্রী ও শ্বশুরবাড়ির লোকজন বিভিন্ন সময় টাকা দাবি করে আসছিল। দাবি পূরণ না হওয়ায় তারা চেয়ারম্যানের ওপর মানসিক ও শারীরিক নির্যাতন চালায় বলে অভিযোগে উল্লেখ করা হয়েছে।: [1123, 1051, 1502, 1199]
photo-signboard: [171, 227, 430, 282]
dateline-separator: [1057, 74, 1060, 92]
story-headline: বনদস্যু ছোট সুমন বাহিনীর সেকেন্ড ইন: [750, 1586, 1012, 1607]
story-headline: ফেসবুকে বিএনপির পদপ্রত্যাশীদের: [764, 1178, 997, 1199]
press-club-byline: [36, 786, 639, 804]
dateline-separator: [1187, 74, 1190, 92]
story-headline: ট্রাকচাকায় পিষ্ট হয়ে দুই: [800, 188, 961, 208]
lead-byline-text: খুলনা প্রতিনিধি: [48, 495, 115, 509]
dateline-day: বুধবার: [1010, 72, 1051, 91]
story-headline: উপজেলা পরিষদে এমপিরা পাচ্ছেন: [762, 115, 1000, 134]
story-body: যুগ্ম আহ্বায়ক মফিজুর রহমান মফির সাথে চাঁদপুর গ্রামের দিয়ানত আলীর ছেলে ও পৌর যুবদলের অপর যুগ্ম আহ্বায়ক কবির হোসেনের মধ্যে দীর্ঘদিন যাবৎ দলীয় বিরোধ চলে আসছিলো। সোমবার রাতে এর জের ধরে দুই পক্ষের লোকজন দা,লাঠি ও দেশীয় অস্ত্র নিয়ে সংঘর্ষে জড়িয়ে পড়ে। এ ঘটনায় পৌর যুবদলের যুগ্ম আহ্বায়ক মফিজুর রহমান মফির অবস্থা আশঙ্কাজনক হওয়ায় তাকে যশোর মেডিকেল কলেজ হাসপাতালে পাঠানো হয়েছে। চৌগাছা থানার ওসি মমিনুর রহমান ঘটনার সত্যতা নিশ্চিত করে জানান, এখন পর্যন্ত কোন পক্ষ বা কেউ থানায় লিখিত অভিযোগ করেনি। অভিযোগ পেলে আইনি ব্যবস্থা নেওয়া হবে।: [36, 1100, 639, 1153]
story: [36, 1463, 639, 1552]
story-headline: বাঘারপাড়ায় ইউপি চেয়ারম্যানের বিরুদ্ধে রাস্তার ইট বিক্রির অভিযোগ: [1123, 698, 1458, 756]
story-headline: আমির হামজার বিরুদ্ধে: [802, 905, 959, 926]
story-body: হাসপাতালে ভর্তি করা হয়েছে। সোমবার (২০ এপ্রিল) মধ্যরাত ১২টার দিকে উপজেলার মরিচা ইউনিয়নের মাজদিয়াড় এলাকায় ঘটনাটি ঘটে। আহত রবিউল ইসলাম একই এলাকার হাফেজ প্রামাণিকের ছেলে। তিনি উপজেলার মরিচা ইউনিয়ন স্বেচ্ছাসেবক দলের আহ্বায়ক। গুলিবিদ্ধ অন্যরা হলেন- সোহেল রানা (৪৫), তার স্ত্রী তমা খাতুন (২৬), কামরুল ইসলাম (৩৭), মুন্নি (২৪), রুনা খাতুন (২৭), মিতা খাতুন (৩০), তৌহিদুল ইসলাম (৩০) এবং তার স্ত্রী মেরিনা (২৫)। দৌলতপুর উপজেলা বিএনপির সাধারণ সম্পাদক বিল্লাল হোসেন জানান, সোমবার রাতে ইউনিয়ন স্বেচ্ছাসেবক দলের আহ্বায়ক রবিউল ইসলামকে সন্ত্রাসীরা তুলে নিয়ে যাওয়ার চেষ্টা করে। এতে বাধা দিলে তারা গুলি ছোড়ে। এতে কয়েকজন আহত হয়েছেন, এমন একটি খবর আমি পেয়েছি। কী কারণে তার ওপর হামলা হয়েছে এটা আমি সঠিকভাবে বলতে পারব না। দলীয়ভাবে এ বিষয়ে খোঁজ নেওয়া হচ্ছে।” দৌলতপুর থানার অফিসার ইনচার্জ (ওসি) আরিফুর রহমান জানান, সোমবার মধ্যরাত ১২টার দিকে একদল সন্ত্রাসী জোর করে রবিউল ইসলামকে বাড়ি থেকে তুলে নিয়ে যাওয়ার চেষ্টা করে। এ সময় পরিবারের লোকজন এবং স্থানীয়রা বাধা দিলে দুর্বৃত্তরা এলোপাথাড়ি গুলি চালায়। কয়েকজন গুলিবিদ্ধ হয়ে আহত হয়েছেন। তিনি জানান, এ ঘটনায় এখনো কোনো অভিযোগ বা মামলা হয়নি। কী কারণে কারা এ ঘটনা পুলিশ খতিয়ে দেখছে। এখনো কিছু জানা যায়নি।: [650, 766, 1112, 902]
story-headline: যশোরে নতুন আন্তঃনগর ট্রেনসহ পাঁচ: [210, 944, 465, 965]
story-body: যশোরের চৌগাছায় অবৈধভাবে মজুদ করা ২০০ লিটার ডিজেল জব্দ করেছে ভ্রাম্যমাণ আদালত। মঙ্গলবার দুপুরে চৌগাছা থেকে একটি ভ্যানে করে ওই তেল শার্শা উপজেলার সাড়াতলা বাজারে নিয়ে যাচ্ছিলো। খবর পেয়ে চৌগাছা উপজেলা নির্বাহী কর্মকর্তা ফারজানা ইসলাম পৌর শহরের চানপুর মোড় থেকে সেই তেল জব্দ করেন। এ সময় ভ্রাম্যমাণ আদাল চৌগাছার বিশ্বাস ফিলিং স্টেশনের মালিক পক্ষকে ১০ হাজার টাকা জরিমানা করেন। আদালত সুত্রে জানা যায়, চৌগাছা থেকে শার্শা উপজেলার সাড়াতলা বাজারে একটি ভ্যানে করে ২০০ লিটার ডিজেল নিয়ে যাওয়া হচ্ছিল। বিষয়টি জানতে পেরে উপজেলা প্রশাসন সেখানে অভিযান চালায়। এ সময় তেল পরিবহনের বৈধ কাগজপত্র দেখাতে না পারায় জরিমানা করা হয় এবং জব্দকৃত তেল সরকারি বিধি মোতাবেক নিলামে বিক্রির ব্যবস্থা নেওয়া হয়। উপজেলা নির্বাহী কর্মকর্তা বলেন, অবৈধ জ্বালানি তেল মজুত ও পরিবহনের বিরুদ্ধে এ অভিযান অব্যাহত থাকবে।: [1123, 1246, 1502, 1380]
story: [650, 460, 1112, 532]
story: [36, 944, 639, 1074]
story-body: অভিযান পরিচালনা করেন সহকারী কমিশনার (ভূমি) ও নির্বাহী ম্যাজিস্ট্রেট আশীষ কুমার বসু। দ-প্রাপ্ত পুষ্পল কবিরাজ ওই এলাকার কবিরাজের ছেলে। ভ্রাম্যমাণ আদালত সূত্রে জানা গেছে, গোপন সংবাদের ভিত্তিতে রাত সাড়ে ১১টার দিকে পুষ্পল কবিরাজের সার ও কীটনাশকের দোকানে অভিযান চালানো হয়। অভিযানে দোকানের ভেতর থেকে ৮০০ লিটার ডিজেল ও ২০০ লিটার পেট্রোল উদ্ধার করা হয়। নির্বাহী ম্যাজিস্ট্রেট আশীষ কুমার বসু জানান, লাইসেন্স ছাড়া ও নিয়মবহির্ভূতভাবে জ্বালানি তেল মজুত করায় পেট্রোলিয়াম আইন ২০১৬ এর ২০ ধারায় ওই ব্যবসায়ীকে পাঁচ হাজার টাকা জরিমানা করা হয়েছে। একই সাথে জব্দকৃত তেল আইনানুগ প্রক্রিয়ায় ব্যবস্থা গ্রহণের জন্য থানায় নেওয়া হয়েছে। উপজেলা নির্বাহী অফিসার শেখ সালাউদ্দীন দিপুর তত্ত্বাবধানে এই অভিযান পরিচালিত হয়।: [650, 655, 1112, 741]
press-club-headline: খুলনা প্রেসক্লাব নির্বাচন ৩০ এপ্রিল : ১৫ পদে ২৭ প্রার্থী: [36, 694, 629, 782]
story: [650, 1524, 1112, 1583]
story: [36, 1316, 639, 1459]
story-body: মঙ্গলবার ভোরে চিকিৎসাধীন অবস্থায় গৃহবধূ রহিমা খাতুন মারা যান। শিশু কন্যা নুসরাত ও ছেলে রহিম বর্তমানে উপজেলা স্বাস্থ্য কমপ্লেক্সে চিকিৎসাধীন। কেশবপুর উপজেলা স্বাস্থ্য কমপ্লেক্সের আবাসিক মেডিকেল অফিসার সমরেশ দত্ত বলেন, মঙ্গলবার ভোরে ওই গৃহবধূ মারা যান। শিশু নুসরাতের অবস্থাও আশঙ্কাজনক। তাকে উন্নত চিকিৎসার জন্য অন্যত্র নিয়ে যাওয়ার জন্য স্বজনদের জানানো হয়েছে। কেশবপুর থানার পরিদর্শক (তদন্ত) শহিদুল ইসলাম বলেন, গৃহবধূর মরদেহ উদ্ধার করে ময়নাতদন্তের জন্য যশোর ২৫০ শয্যা জেনারেল হাসপাতালে প্রেরণ করা হয়েছে।: [36, 1259, 639, 1311]
photo-shutter: [53, 290, 180, 378]
photo-digital-clock: 11 20: [217, 196, 248, 216]
left-story-list: [36, 944, 639, 1672]
story: [650, 992, 1112, 1175]
story-body: গঠনের সময় খুলনা থেকে একজনকে মন্ত্রিসভায় নেওয়ার দাবি ওঠে। কিন্তু কাউকেই নেওয়া হয়নি। সংরক্ষিত নারী সংসদ সদস্য পদেও কেউ না থাকায় সামাজক যোগাযোগ মাধ্যমে ক্ষুব্ধ প্রতিক্রিয়া জানিয়েছেন অনেকে। খুলনার দৌলতপুর থানা বিএনপির সাধারণ সম্পাদক ইমাম হোসেন তার ব্যক্তিগত ফেসবুক পেজে লিখেন, ‘ফ্যাসিবাদ বিরোধী আন্দোলনে খুলনা ছিল অগ্রগামী। ৬টার মধ্যে ৪ টা আসনে জয়ী, অথচ সরকারের অংশীদারিত্বে অবহেলিত।’ তার মন্তব্যের ঘরে প্রায় সবাই বিএনপির সিদ্ধান্তে হতাশা প্রকাশ করে মতামত প্রদান করেছেন। মনোনয়নপ্রত্যাশী ও মহানগর বিএনপির সাবেক সহ-সভাপতি সৈয়দা রেহেনা ঈসা বলেন, ‘খুলনা-বাগেরহাট থেকে একজন সংসদ সদস্য নিলে মানুষের ভোটের প্রতি সম্মান দেখানো হতো। সেই আশা থেকেই মনোনয়নপত্র সংগ্রহ করি। এখানে খুলনার বিএনপি নেতাদের চেষ্টা কিছুটা কম ছিল। যাই হোক, দলের সিদ্ধান্ত মেনে নেয়েছি।’ খুলনা মহানগর বিএনপির সভাপতি শফিকুল আলম মনা বলেন, ‘জয়ী আসনের ভিত্তিতে সংসদে সংরক্ষিত আসন বন্টন হয়। খুলনা থেকে ৪ জন নির্বাচিত হওয়ায় প্রত্যাশা একটু বেশি ছিল। নেতাকর্মীরা হতাশ হয়েছে। তবে তারেক রহমানের সিদ্ধান্তের প্রতি আমরা আস্থাশীল।’: [650, 346, 1112, 457]
story-body: রুমন। পাশাপাশি সরকারের সঙ্গে সংবাদপত্র মালিকদের নিয়মিত বৈঠকের ওপর গুরুত্বারোপ করে তিন মাস পরপর এই ধরনের বৈঠক হওয়া প্রয়োজন বলে মনে করেন প্রধানমন্ত্রী। অতিরিক্ত প্রেস সচিব জানান, বিগত অন্তর্বর্তী সরকারের সময় সাংবাদিকদের বিরুদ্ধে দায়ের করা মামলাগুলো প্রত্যাহার এবং গ্রেফতারকৃত সাংবাদিকদের জামিনের বিষয়ে প্রধানমন্ত্রীর দৃষ্টি আকর্ষণ করে এ বিষয়ে তাঁর সহযোগিতা চান নোয়াব সদস্যরা। দুপুর ২টা ২০ মিনিটে বৈঠকটি শুরু হয়ে শেষ হয় বিকেল সাড়ে ৩টায়। প্রধানমন্ত্রী নোয়াব সদস্যদের সঙ্গে মধ্যাহ্নভোজে অংশ নেন। পরে তাদের সঙ্গে গ্রুপ ছবি তোলেন তিনি। বিএনপি সরকার গঠনের পর নোয়াবের সঙ্গে এটি প্রথম আনুষ্ঠানিক বৈঠক। বৈঠকে আরো উপস্থিত ছিলেন নোয়াবের সহ-সভাপতি এএসএম শহীদুল্লাহ খান, কোষাধ্যক্ষ আলতামাশ কবির, সদস্য এ কে আজাদ, প্রথম আলো সম্পাদক মতিউর রহমান, ডেইলি স্টার সম্পাদক মাহফুজ আনাম, ইনকিলাব সম্পাদক এএমএম বাহাউদ্দীন, বণিক বার্তা সম্পাদক দেওয়ান হানিফ মাহমুদ, করতোয়া সম্পাদক মোজাম্মেল হক, পূর্বকোণ সম্পাদক ডা. রমিজউদ্দিন চৌধুরী এবং ফিন্যান্সিয়াল এক্সপ্রেস প্রকাশক নাসিম মনজুর। বৈঠকে তথ্যমন্ত্রী জহির উদ্দিন স্বপন, তথ্য প্রতিমন্ত্রী ইয়াসের খান চৌধুরী, তথ্য উপদেষ্টা ডা. জাহেদ উর রহমান, প্রধানমন্ত্রীর প্রেস সচিব সালেহ শিবলী ও অতিরিক্ত প্রেস সচিব আতিকুর রহমান রুমন উপস্থিত ছিলেন।: [36, 1338, 639, 1459]
story-headline: সাতক্ষীরার পুত্রবধূ তুলি পেলেন: [231, 1157, 444, 1178]
logo-tagline: সত্যের সন্ধানে, সাহসিকতায়: [1423, 94, 1483, 101]
entertainment-section-label: বিনোদন...: [1141, 126, 1243, 153]
story-headline: শ্যামনগরে ঘুমন্ত স্বামীর গোপনাঙ্গ কেটে: [751, 992, 1011, 1013]
story: [36, 1556, 639, 1672]
photo-shutter: [493, 290, 628, 378]
story: [650, 534, 1112, 631]
